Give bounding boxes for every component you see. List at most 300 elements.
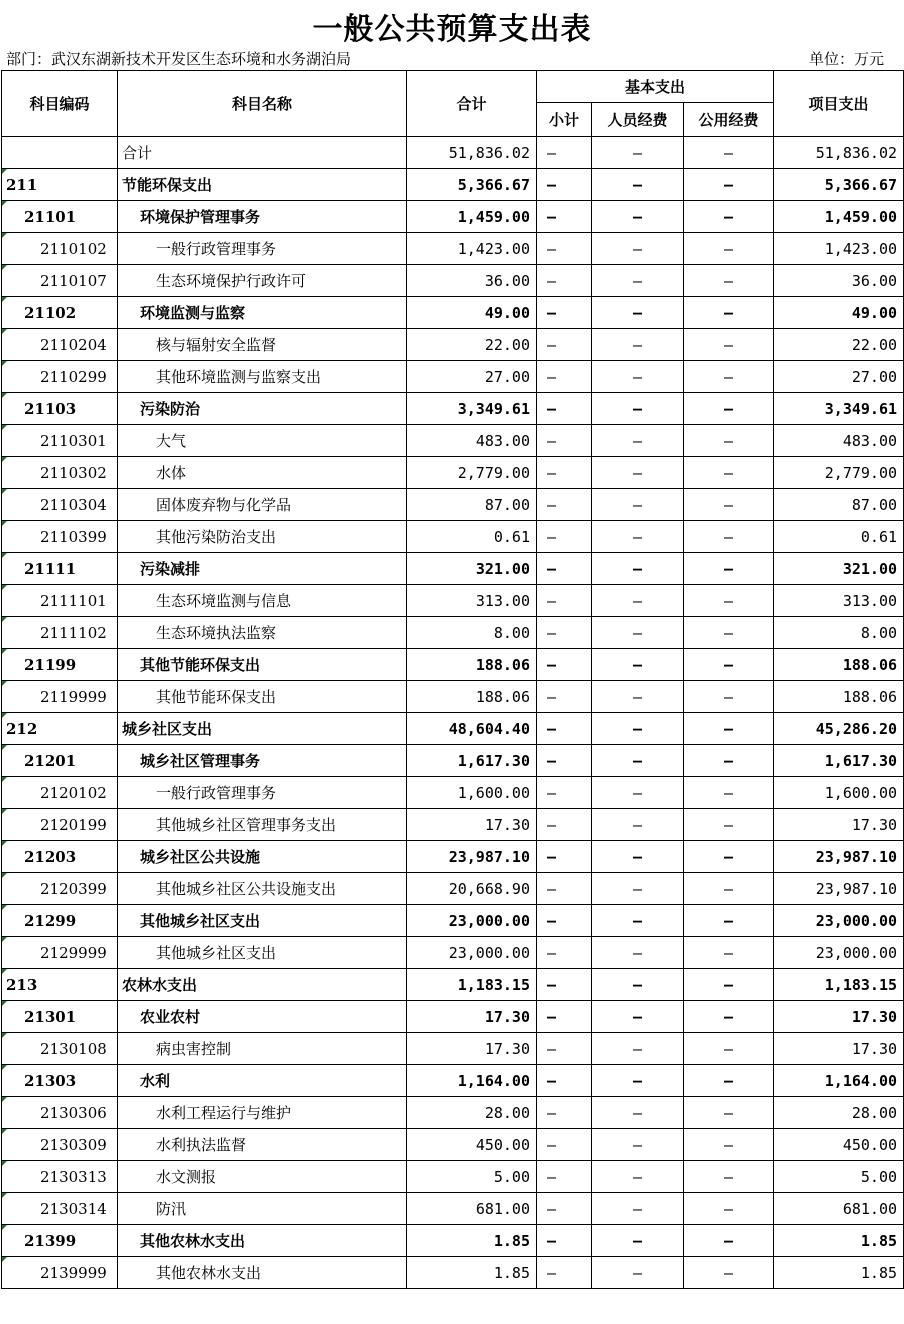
table-row (2, 361, 904, 393)
row-personnel: – (592, 169, 684, 201)
row-public: – (684, 969, 774, 1001)
row-subtotal: – (537, 393, 592, 425)
unit-label: 单位：万元 (808, 50, 884, 68)
table-row (2, 905, 904, 937)
row-project: 1.85 (774, 1257, 904, 1289)
row-project: 27.00 (774, 361, 904, 393)
row-public: – (684, 649, 774, 681)
header-code: 科目编码 (2, 71, 118, 137)
row-code: 21101 (2, 201, 118, 233)
row-public: – (684, 1193, 774, 1225)
row-code: 2110107 (2, 265, 118, 297)
table-row (2, 1001, 904, 1033)
table-row (2, 1065, 904, 1097)
row-name: 一般行政管理事务 (118, 233, 407, 265)
row-project: 23,987.10 (774, 841, 904, 873)
row-project: 23,000.00 (774, 937, 904, 969)
row-total: 17.30 (407, 1033, 537, 1065)
row-project: 188.06 (774, 649, 904, 681)
row-total: 17.30 (407, 1001, 537, 1033)
table-row (2, 777, 904, 809)
row-personnel: – (592, 329, 684, 361)
row-public: – (684, 1097, 774, 1129)
row-personnel: – (592, 617, 684, 649)
row-project: 321.00 (774, 553, 904, 585)
table-row (2, 393, 904, 425)
row-public: – (684, 1033, 774, 1065)
row-code: 21203 (2, 841, 118, 873)
table-row (2, 425, 904, 457)
table-row (2, 585, 904, 617)
row-code: 21199 (2, 649, 118, 681)
row-subtotal: – (537, 809, 592, 841)
row-code: 21201 (2, 745, 118, 777)
row-personnel: – (592, 1065, 684, 1097)
header-basic: 基本支出 (537, 71, 774, 103)
row-code: 2110299 (2, 361, 118, 393)
row-name: 其他城乡社区支出 (118, 905, 407, 937)
row-personnel: – (592, 841, 684, 873)
table-row (2, 1033, 904, 1065)
row-subtotal: – (537, 521, 592, 553)
row-public: – (684, 937, 774, 969)
row-subtotal: – (537, 873, 592, 905)
row-total: 2,779.00 (407, 457, 537, 489)
table-row (2, 265, 904, 297)
row-project: 23,987.10 (774, 873, 904, 905)
row-personnel: – (592, 1257, 684, 1289)
row-total: 22.00 (407, 329, 537, 361)
row-subtotal: – (537, 681, 592, 713)
row-code: 2110399 (2, 521, 118, 553)
row-code: 21299 (2, 905, 118, 937)
row-project: 5.00 (774, 1161, 904, 1193)
row-code: 21111 (2, 553, 118, 585)
row-project: 22.00 (774, 329, 904, 361)
row-total: 1,617.30 (407, 745, 537, 777)
row-name: 其他农林水支出 (118, 1225, 407, 1257)
budget-table (1, 70, 904, 1289)
row-personnel: – (592, 969, 684, 1001)
row-name: 核与辐射安全监督 (118, 329, 407, 361)
row-public: – (684, 585, 774, 617)
row-total: 17.30 (407, 809, 537, 841)
row-total: 36.00 (407, 265, 537, 297)
row-project: 23,000.00 (774, 905, 904, 937)
row-personnel: – (592, 585, 684, 617)
row-personnel: – (592, 809, 684, 841)
table-body (2, 137, 904, 1289)
row-subtotal: – (537, 329, 592, 361)
row-personnel: – (592, 1225, 684, 1257)
row-code: 2111102 (2, 617, 118, 649)
page-title: 一般公共预算支出表 (312, 12, 592, 47)
row-public: – (684, 1001, 774, 1033)
row-total: 28.00 (407, 1097, 537, 1129)
row-total: 48,604.40 (407, 713, 537, 745)
row-project: 49.00 (774, 297, 904, 329)
table-row (2, 169, 904, 201)
row-name: 环境监测与监察 (118, 297, 407, 329)
table-row (2, 841, 904, 873)
row-personnel: – (592, 937, 684, 969)
row-subtotal: – (537, 649, 592, 681)
row-code: 2110301 (2, 425, 118, 457)
row-subtotal: – (537, 841, 592, 873)
row-personnel: – (592, 681, 684, 713)
row-public: – (684, 553, 774, 585)
row-total: 87.00 (407, 489, 537, 521)
row-personnel: – (592, 457, 684, 489)
row-subtotal: – (537, 457, 592, 489)
row-subtotal: – (537, 265, 592, 297)
row-total: 483.00 (407, 425, 537, 457)
row-personnel: – (592, 201, 684, 233)
row-code: 2130108 (2, 1033, 118, 1065)
row-name: 生态环境执法监察 (118, 617, 407, 649)
row-personnel: – (592, 1001, 684, 1033)
row-name: 水利执法监督 (118, 1129, 407, 1161)
row-subtotal: – (537, 1225, 592, 1257)
row-code: 2111101 (2, 585, 118, 617)
row-code: 2120102 (2, 777, 118, 809)
row-project: 1,617.30 (774, 745, 904, 777)
row-personnel: – (592, 425, 684, 457)
row-project: 681.00 (774, 1193, 904, 1225)
row-code: 21399 (2, 1225, 118, 1257)
row-project: 45,286.20 (774, 713, 904, 745)
row-subtotal: – (537, 1257, 592, 1289)
row-public: – (684, 233, 774, 265)
row-personnel: – (592, 137, 684, 169)
row-public: – (684, 745, 774, 777)
department-label: 部门：武汉东湖新技术开发区生态环境和水务湖泊局 (6, 50, 352, 68)
row-public: – (684, 361, 774, 393)
table-row (2, 745, 904, 777)
row-name: 其他城乡社区管理事务支出 (118, 809, 407, 841)
row-personnel: – (592, 489, 684, 521)
row-public: – (684, 265, 774, 297)
row-name: 城乡社区管理事务 (118, 745, 407, 777)
table-row (2, 873, 904, 905)
row-public: – (684, 201, 774, 233)
row-personnel: – (592, 265, 684, 297)
row-total: 0.61 (407, 521, 537, 553)
row-subtotal: – (537, 1129, 592, 1161)
row-subtotal: – (537, 713, 592, 745)
table-row (2, 1225, 904, 1257)
row-public: – (684, 681, 774, 713)
row-public: – (684, 1161, 774, 1193)
row-code: 2110304 (2, 489, 118, 521)
row-total: 27.00 (407, 361, 537, 393)
row-code: 2110102 (2, 233, 118, 265)
row-subtotal: – (537, 137, 592, 169)
row-subtotal: – (537, 233, 592, 265)
row-subtotal: – (537, 1161, 592, 1193)
row-personnel: – (592, 1193, 684, 1225)
row-name: 其他节能环保支出 (118, 649, 407, 681)
row-personnel: – (592, 905, 684, 937)
row-personnel: – (592, 745, 684, 777)
table-row (2, 969, 904, 1001)
row-subtotal: – (537, 745, 592, 777)
row-subtotal: – (537, 297, 592, 329)
row-public: – (684, 393, 774, 425)
header-public: 公用经费 (684, 103, 774, 137)
row-total: 49.00 (407, 297, 537, 329)
row-code: 2130313 (2, 1161, 118, 1193)
table-row (2, 937, 904, 969)
row-public: – (684, 329, 774, 361)
row-public: – (684, 297, 774, 329)
row-total: 188.06 (407, 649, 537, 681)
header-project: 项目支出 (774, 71, 904, 137)
row-subtotal: – (537, 489, 592, 521)
row-personnel: – (592, 233, 684, 265)
table-row (2, 553, 904, 585)
row-public: – (684, 425, 774, 457)
row-project: 8.00 (774, 617, 904, 649)
row-name: 其他环境监测与监察支出 (118, 361, 407, 393)
row-name: 防汛 (118, 1193, 407, 1225)
row-project: 5,366.67 (774, 169, 904, 201)
row-total: 20,668.90 (407, 873, 537, 905)
row-personnel: – (592, 393, 684, 425)
row-total: 1.85 (407, 1225, 537, 1257)
row-total: 321.00 (407, 553, 537, 585)
row-name: 污染防治 (118, 393, 407, 425)
row-total: 51,836.02 (407, 137, 537, 169)
row-personnel: – (592, 1129, 684, 1161)
row-project: 36.00 (774, 265, 904, 297)
table-row (2, 329, 904, 361)
row-name: 大气 (118, 425, 407, 457)
row-public: – (684, 905, 774, 937)
row-project: 17.30 (774, 809, 904, 841)
table-row (2, 233, 904, 265)
row-total: 23,987.10 (407, 841, 537, 873)
row-public: – (684, 521, 774, 553)
row-subtotal: – (537, 169, 592, 201)
row-code: 2120399 (2, 873, 118, 905)
row-subtotal: – (537, 777, 592, 809)
row-personnel: – (592, 553, 684, 585)
row-name: 其他城乡社区支出 (118, 937, 407, 969)
row-public: – (684, 457, 774, 489)
header-total: 合计 (407, 71, 537, 137)
row-total: 1,183.15 (407, 969, 537, 1001)
row-project: 51,836.02 (774, 137, 904, 169)
row-code: 21103 (2, 393, 118, 425)
row-project: 483.00 (774, 425, 904, 457)
row-name: 其他节能环保支出 (118, 681, 407, 713)
row-subtotal: – (537, 1065, 592, 1097)
row-subtotal: – (537, 969, 592, 1001)
row-total: 681.00 (407, 1193, 537, 1225)
row-name: 城乡社区支出 (118, 713, 407, 745)
table-row (2, 681, 904, 713)
row-project: 0.61 (774, 521, 904, 553)
row-name: 水利工程运行与维护 (118, 1097, 407, 1129)
table-row (2, 617, 904, 649)
row-project: 1,183.15 (774, 969, 904, 1001)
header-personnel: 人员经费 (592, 103, 684, 137)
row-name: 污染减排 (118, 553, 407, 585)
row-code: 2139999 (2, 1257, 118, 1289)
row-project: 450.00 (774, 1129, 904, 1161)
row-project: 1,600.00 (774, 777, 904, 809)
row-personnel: – (592, 1161, 684, 1193)
row-total: 1,459.00 (407, 201, 537, 233)
row-name: 固体废弃物与化学品 (118, 489, 407, 521)
row-project: 313.00 (774, 585, 904, 617)
row-project: 1,423.00 (774, 233, 904, 265)
row-name: 病虫害控制 (118, 1033, 407, 1065)
row-subtotal: – (537, 361, 592, 393)
row-name: 合计 (118, 137, 407, 169)
row-total: 1.85 (407, 1257, 537, 1289)
row-public: – (684, 1065, 774, 1097)
row-name: 城乡社区公共设施 (118, 841, 407, 873)
row-code: 2119999 (2, 681, 118, 713)
row-name: 环境保护管理事务 (118, 201, 407, 233)
row-total: 313.00 (407, 585, 537, 617)
row-project: 17.30 (774, 1033, 904, 1065)
row-personnel: – (592, 297, 684, 329)
row-public: – (684, 713, 774, 745)
row-name: 农林水支出 (118, 969, 407, 1001)
row-subtotal: – (537, 585, 592, 617)
table-row (2, 137, 904, 169)
row-personnel: – (592, 777, 684, 809)
row-code: 2130306 (2, 1097, 118, 1129)
table-row (2, 1161, 904, 1193)
row-public: – (684, 489, 774, 521)
row-code (2, 137, 118, 169)
table-row (2, 457, 904, 489)
row-total: 3,349.61 (407, 393, 537, 425)
header-subtotal: 小计 (537, 103, 592, 137)
row-public: – (684, 617, 774, 649)
row-name: 其他污染防治支出 (118, 521, 407, 553)
row-subtotal: – (537, 905, 592, 937)
row-project: 17.30 (774, 1001, 904, 1033)
row-project: 28.00 (774, 1097, 904, 1129)
row-code: 2129999 (2, 937, 118, 969)
row-personnel: – (592, 521, 684, 553)
row-personnel: – (592, 713, 684, 745)
row-total: 1,164.00 (407, 1065, 537, 1097)
row-public: – (684, 809, 774, 841)
table-row (2, 1193, 904, 1225)
row-public: – (684, 841, 774, 873)
row-name: 农业农村 (118, 1001, 407, 1033)
row-subtotal: – (537, 1193, 592, 1225)
table-row (2, 713, 904, 745)
row-subtotal: – (537, 1033, 592, 1065)
row-name: 一般行政管理事务 (118, 777, 407, 809)
row-code: 2130314 (2, 1193, 118, 1225)
row-project: 87.00 (774, 489, 904, 521)
header-name: 科目名称 (118, 71, 407, 137)
row-name: 节能环保支出 (118, 169, 407, 201)
row-public: – (684, 1225, 774, 1257)
row-personnel: – (592, 873, 684, 905)
row-personnel: – (592, 1033, 684, 1065)
row-code: 2110302 (2, 457, 118, 489)
table-row (2, 201, 904, 233)
row-total: 450.00 (407, 1129, 537, 1161)
row-code: 21301 (2, 1001, 118, 1033)
row-project: 1.85 (774, 1225, 904, 1257)
row-total: 23,000.00 (407, 937, 537, 969)
row-code: 21303 (2, 1065, 118, 1097)
row-name: 其他城乡社区公共设施支出 (118, 873, 407, 905)
row-project: 1,459.00 (774, 201, 904, 233)
row-code: 211 (2, 169, 118, 201)
row-subtotal: – (537, 1097, 592, 1129)
row-public: – (684, 1129, 774, 1161)
row-total: 8.00 (407, 617, 537, 649)
row-public: – (684, 169, 774, 201)
table-row (2, 1257, 904, 1289)
table-row (2, 521, 904, 553)
row-name: 水体 (118, 457, 407, 489)
row-personnel: – (592, 649, 684, 681)
row-project: 188.06 (774, 681, 904, 713)
table-row (2, 1097, 904, 1129)
row-public: – (684, 873, 774, 905)
row-code: 2120199 (2, 809, 118, 841)
row-total: 1,600.00 (407, 777, 537, 809)
row-project: 1,164.00 (774, 1065, 904, 1097)
row-subtotal: – (537, 553, 592, 585)
row-public: – (684, 137, 774, 169)
row-total: 5,366.67 (407, 169, 537, 201)
row-name: 生态环境保护行政许可 (118, 265, 407, 297)
row-subtotal: – (537, 1001, 592, 1033)
row-code: 21102 (2, 297, 118, 329)
row-subtotal: – (537, 201, 592, 233)
row-public: – (684, 1257, 774, 1289)
row-public: – (684, 777, 774, 809)
row-personnel: – (592, 1097, 684, 1129)
row-code: 2130309 (2, 1129, 118, 1161)
row-project: 2,779.00 (774, 457, 904, 489)
row-personnel: – (592, 361, 684, 393)
table-row (2, 1129, 904, 1161)
row-project: 3,349.61 (774, 393, 904, 425)
row-name: 水利 (118, 1065, 407, 1097)
row-name: 生态环境监测与信息 (118, 585, 407, 617)
table-row (2, 649, 904, 681)
row-code: 212 (2, 713, 118, 745)
row-name: 水文测报 (118, 1161, 407, 1193)
row-name: 其他农林水支出 (118, 1257, 407, 1289)
row-code: 213 (2, 969, 118, 1001)
row-total: 5.00 (407, 1161, 537, 1193)
row-total: 1,423.00 (407, 233, 537, 265)
row-subtotal: – (537, 617, 592, 649)
row-total: 23,000.00 (407, 905, 537, 937)
row-total: 188.06 (407, 681, 537, 713)
table-row (2, 297, 904, 329)
table-row (2, 809, 904, 841)
row-subtotal: – (537, 937, 592, 969)
table-row (2, 489, 904, 521)
row-subtotal: – (537, 425, 592, 457)
